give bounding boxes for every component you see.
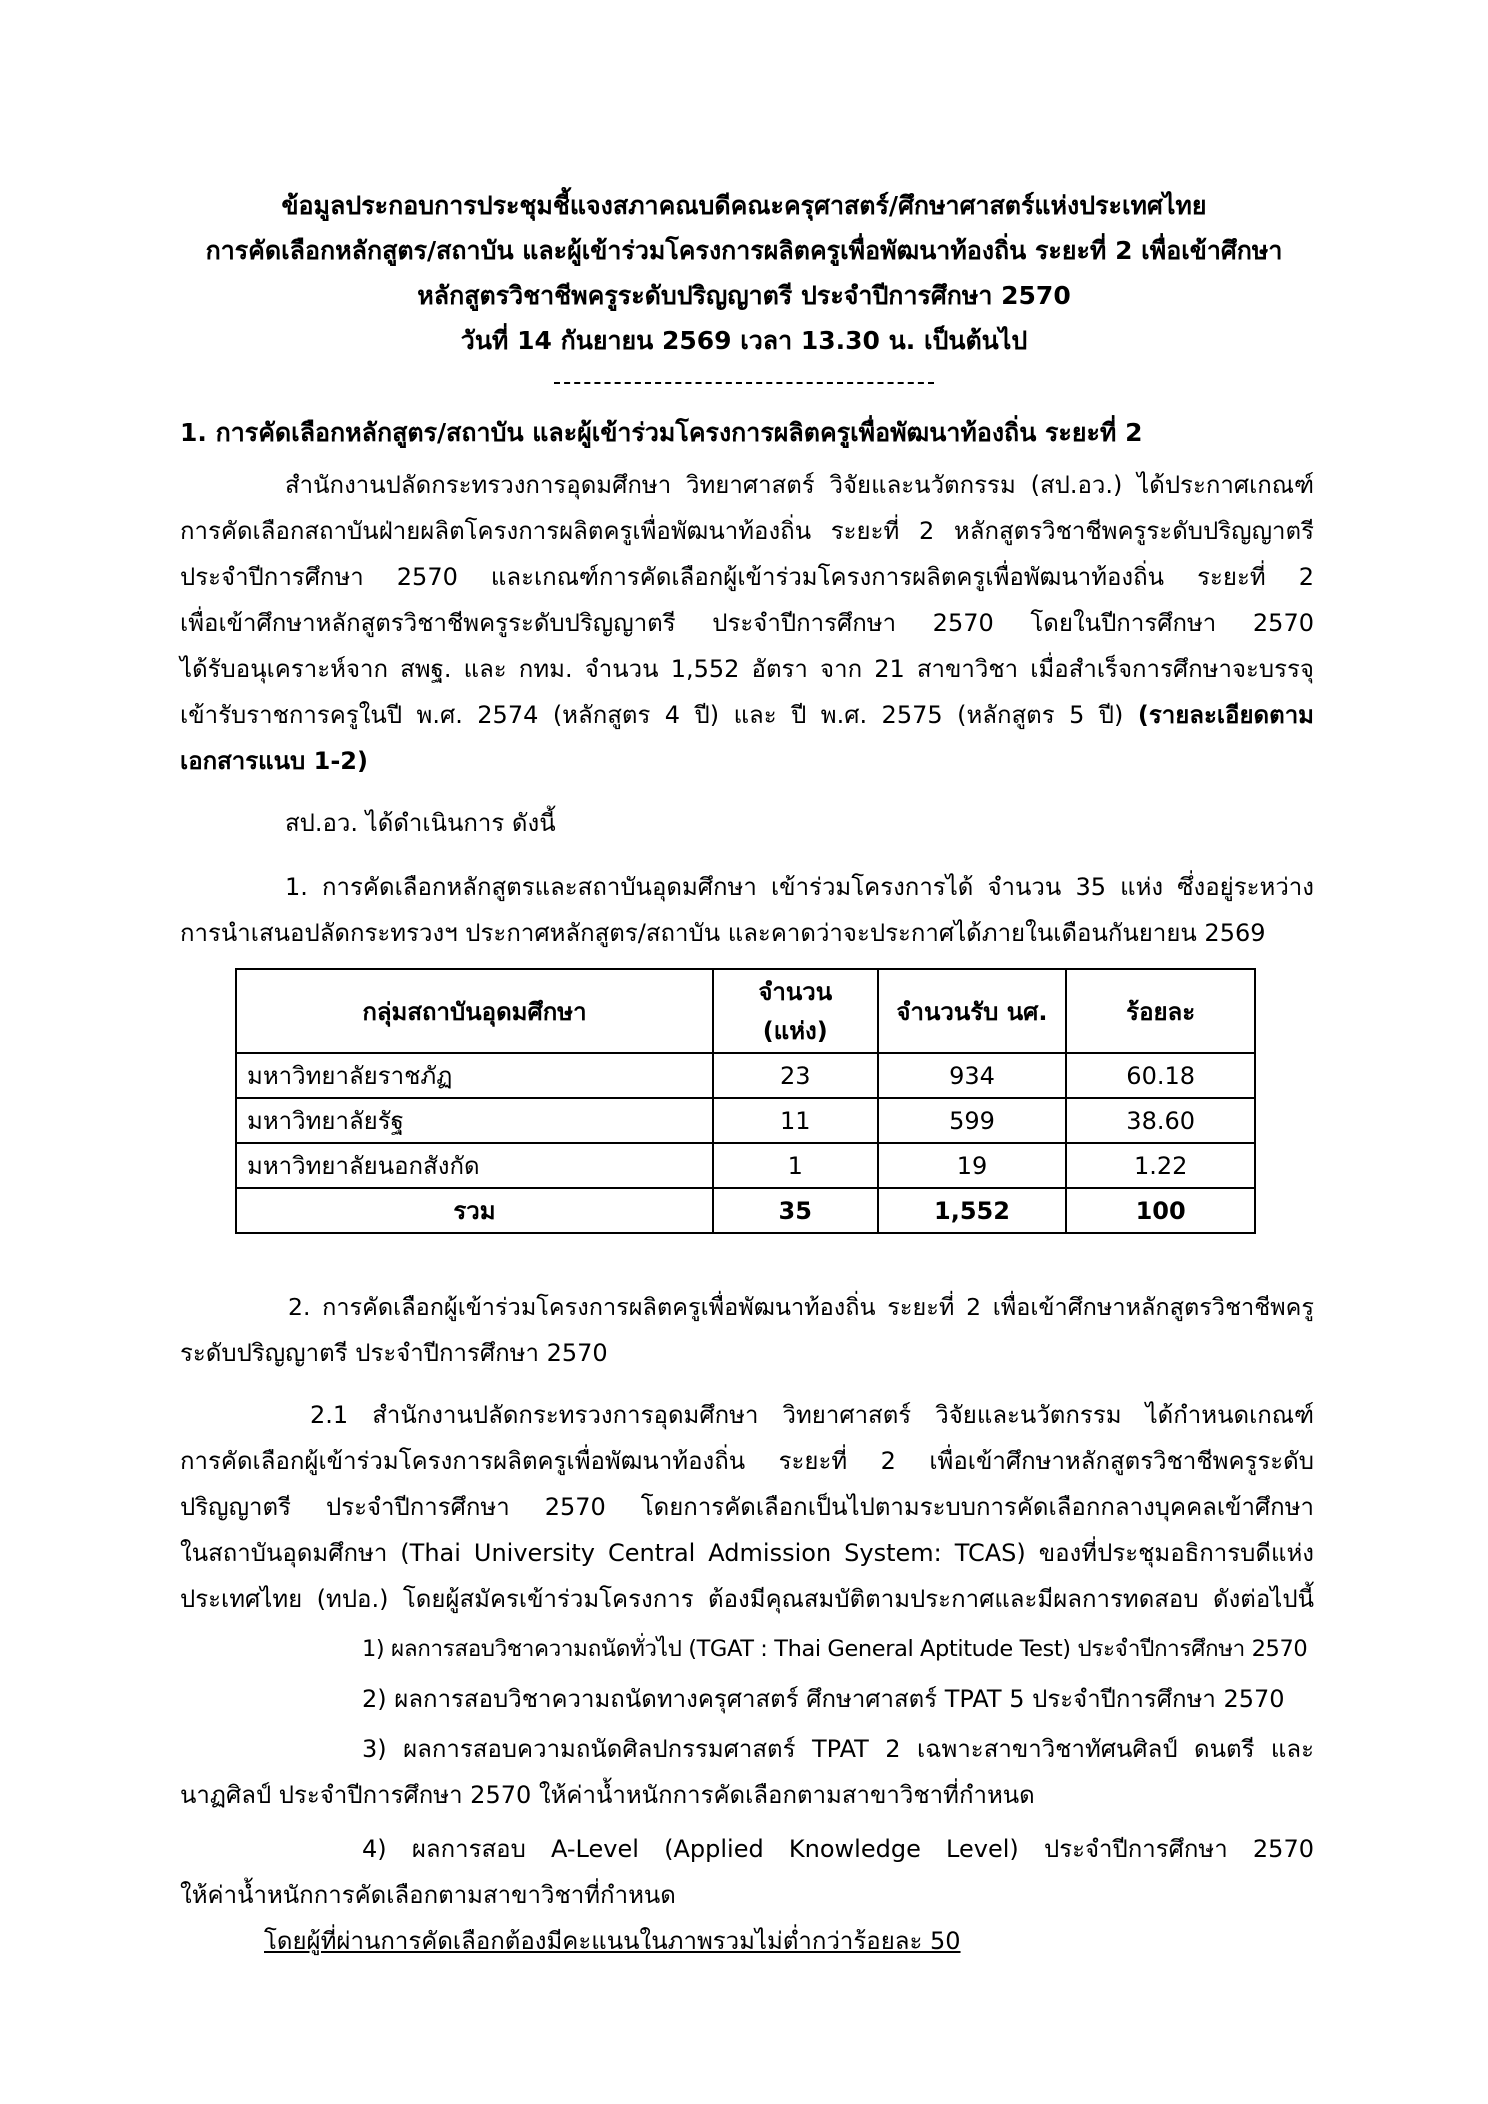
criterion-3-line-2: นาฏศิลป์ ประจำปีการศึกษา 2570 ให้ค่าน้ำหนักการคัดเลือกตามสาขาวิชาที่กำหนด [180, 1781, 1035, 1809]
table-cell: 23 [713, 1053, 878, 1098]
table-cell: 934 [878, 1053, 1067, 1098]
total-label: รวม [236, 1188, 713, 1233]
section-1-para-line: ประจำปีการศึกษา 2570 และเกณฑ์การคัดเลือกผู้เข้าร่วมโครงการผลิตครูเพื่อพัฒนาท้องถิ่น ระยะที่ 2 [180, 563, 1314, 591]
criterion-4-line-1: 4) ผลการสอบ A-Level (Applied Knowledge Level) ประจำปีการศึกษา 2570 [362, 1835, 1314, 1863]
attachment-reference-cont: เอกสารแนบ 1-2) [180, 747, 368, 775]
minimum-score-note: โดยผู้ที่ผ่านการคัดเลือกต้องมีคะแนนในภาพรวมไม่ต่ำกว่าร้อยละ 50 [264, 1927, 961, 1955]
table-cell: มหาวิทยาลัยรัฐ [236, 1098, 713, 1143]
item-2-line-2: ระดับปริญญาตรี ประจำปีการศึกษา 2570 [180, 1339, 608, 1367]
table-cell: มหาวิทยาลัยราชภัฏ [236, 1053, 713, 1098]
table-row [236, 1143, 1255, 1188]
section-1-para-line: การคัดเลือกสถาบันฝ่ายผลิตโครงการผลิตครูเพื่อพัฒนาท้องถิ่น ระยะที่ 2 หลักสูตรวิชาชีพครูระดับปริญญาตรี [180, 517, 1314, 545]
table-cell: 1.22 [1066, 1143, 1255, 1188]
header-divider [554, 382, 934, 384]
total-cell: 1,552 [878, 1188, 1067, 1233]
header-line-4: วันที่ 14 กันยายน 2569 เวลา 13.30 น. เป็นต้นไป [460, 326, 1028, 355]
criterion-2: 2) ผลการสอบวิชาความถนัดทางครุศาสตร์ ศึกษาศาสตร์ TPAT 5 ประจำปีการศึกษา 2570 [362, 1685, 1285, 1713]
table-header-row [236, 969, 1255, 1053]
table-cell: มหาวิทยาลัยนอกสังกัด [236, 1143, 713, 1188]
table-cell: 38.60 [1066, 1098, 1255, 1143]
attachment-reference: (รายละเอียดตาม [1137, 701, 1315, 729]
criterion-4-line-2: ให้ค่าน้ำหนักการคัดเลือกตามสาขาวิชาที่กำหนด [180, 1881, 676, 1909]
section-1-para-line: เพื่อเข้าศึกษาหลักสูตรวิชาชีพครูระดับปริญญาตรี ประจำปีการศึกษา 2570 โดยในปีการศึกษา 2570 [180, 609, 1314, 637]
table-cell: 19 [878, 1143, 1067, 1188]
sub-2-1-line: การคัดเลือกผู้เข้าร่วมโครงการผลิตครูเพื่อพัฒนาท้องถิ่น ระยะที่ 2 เพื่อเข้าศึกษาหลักสูตรวิชาชีพครูระดับ [180, 1447, 1314, 1475]
item-1-line-2: การนำเสนอปลัดกระทรวงฯ ประกาศหลักสูตร/สถาบัน และคาดว่าจะประกาศได้ภายในเดือนกันยายน 2569 [180, 919, 1266, 947]
sub-2-1-line: 2.1 สำนักงานปลัดกระทรวงการอุดมศึกษา วิทยาศาสตร์ วิจัยและนวัตกรรม ได้กำหนดเกณฑ์ [310, 1401, 1314, 1429]
sub-2-1-line: ปริญญาตรี ประจำปีการศึกษา 2570 โดยการคัดเลือกเป็นไปตามระบบการคัดเลือกกลางบุคคลเข้าศึกษา [180, 1493, 1314, 1521]
header-line-3: หลักสูตรวิชาชีพครูระดับปริญญาตรี ประจำปีการศึกษา 2570 [417, 281, 1071, 310]
table-cell: 599 [878, 1098, 1067, 1143]
section-1-para-line: สำนักงานปลัดกระทรวงการอุดมศึกษา วิทยาศาสตร์ วิจัยและนวัตกรรม (สป.อว.) ได้ประกาศเกณฑ์ [285, 471, 1314, 499]
para-line-6-text: เข้ารับราชการครูในปี พ.ศ. 2574 (หลักสูตร 4 ปี) และ ปี พ.ศ. 2575 (หลักสูตร 5 ปี) [180, 701, 1138, 729]
table-row [236, 1098, 1255, 1143]
total-cell: 100 [1066, 1188, 1255, 1233]
sub-2-1-line: ในสถาบันอุดมศึกษา (Thai University Central Admission System: TCAS) ของที่ประชุมอธิการบดีแห่ง [180, 1539, 1314, 1567]
total-cell: 35 [713, 1188, 878, 1233]
item-2-line-1: 2. การคัดเลือกผู้เข้าร่วมโครงการผลิตครูเพื่อพัฒนาท้องถิ่น ระยะที่ 2 เพื่อเข้าศึกษาหลักสูตรวิชาชีพครู [288, 1293, 1314, 1321]
institution-table [235, 968, 1256, 1234]
sub-2-1-line: ประเทศไทย (ทปอ.) โดยผู้สมัครเข้าร่วมโครงการ ต้องมีคุณสมบัติตามประกาศและมีผลการทดสอบ ดังต่อไปนี้ [180, 1585, 1314, 1613]
table-total-row [236, 1188, 1255, 1233]
ops-intro: สป.อว. ได้ดำเนินการ ดังนี้ [285, 809, 556, 837]
table-row [236, 1053, 1255, 1098]
section-1-para-line-6 [180, 698, 1314, 732]
item-1-line-1: 1. การคัดเลือกหลักสูตรและสถาบันอุดมศึกษา เข้าร่วมโครงการได้ จำนวน 35 แห่ง ซึ่งอยู่ระหว่าง [285, 873, 1314, 901]
header-line-2: การคัดเลือกหลักสูตร/สถาบัน และผู้เข้าร่วมโครงการผลิตครูเพื่อพัฒนาท้องถิ่น ระยะที่ 2 เพื่อเข้าศึกษา [205, 236, 1283, 265]
section-1-heading: 1. การคัดเลือกหลักสูตร/สถาบัน และผู้เข้าร่วมโครงการผลิตครูเพื่อพัฒนาท้องถิ่น ระยะที่ 2 [180, 418, 1143, 447]
col-header: กลุ่มสถาบันอุดมศึกษา [236, 969, 713, 1053]
col-header: ร้อยละ [1066, 969, 1255, 1053]
section-1-para-line: ได้รับอนุเคราะห์จาก สพฐ. และ กทม. จำนวน 1,552 อัตรา จาก 21 สาขาวิชา เมื่อสำเร็จการศึกษาจะบรรจุ [180, 655, 1314, 683]
header-line-1: ข้อมูลประกอบการประชุมชี้แจงสภาคณบดีคณะครุศาสตร์/ศึกษาศาสตร์แห่งประเทศไทย [281, 191, 1207, 220]
table-cell: 60.18 [1066, 1053, 1255, 1098]
table-cell: 11 [713, 1098, 878, 1143]
table-cell: 1 [713, 1143, 878, 1188]
col-header: จำนวนรับ นศ. [878, 969, 1067, 1053]
col-header: จำนวน (แห่ง) [713, 969, 878, 1053]
criterion-1: 1) ผลการสอบวิชาความถนัดทั่วไป (TGAT : Thai General Aptitude Test) ประจำปีการศึกษา 2570 [362, 1636, 1308, 1662]
criterion-3-line-1: 3) ผลการสอบความถนัดศิลปกรรมศาสตร์ TPAT 2 เฉพาะสาขาวิชาทัศนศิลป์ ดนตรี และ [362, 1735, 1314, 1763]
